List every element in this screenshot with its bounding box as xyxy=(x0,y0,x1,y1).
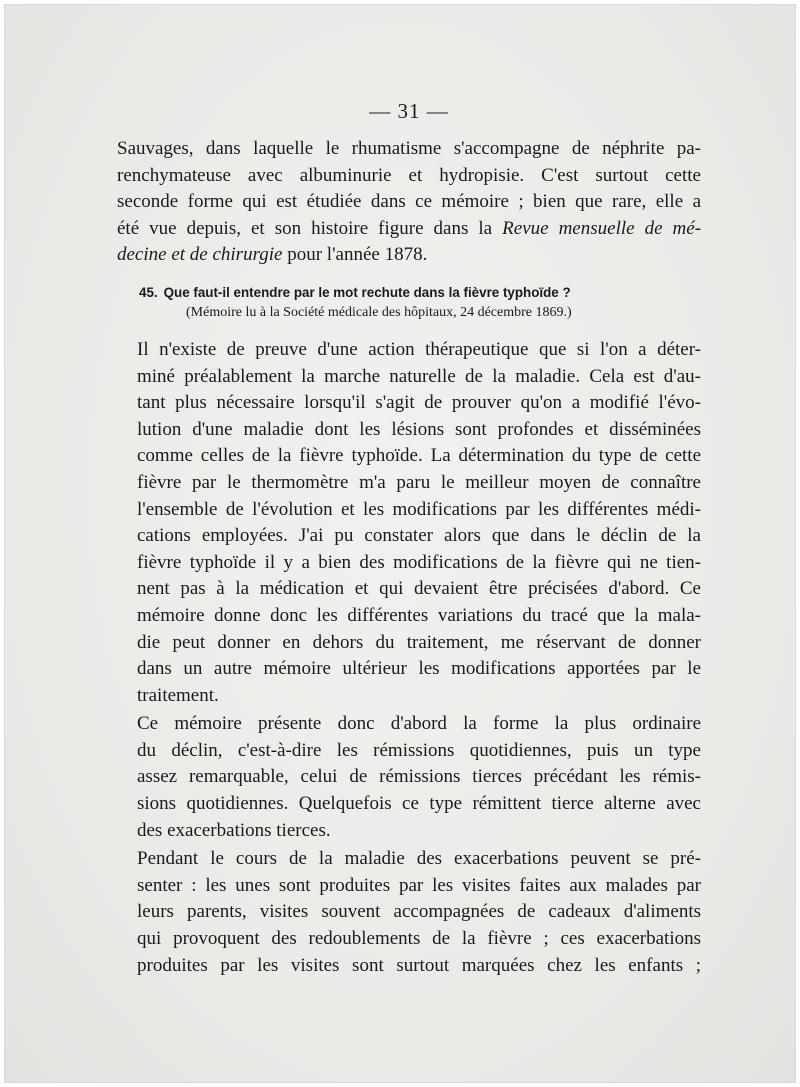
intro-paragraph xyxy=(117,136,701,269)
text-line: miné préalablement la marche naturelle de la maladie. Cela est d'au- xyxy=(137,365,701,387)
text-line: cations employées. J'ai pu constater alors que dans le déclin de la xyxy=(137,525,701,547)
page-number: — 31 — xyxy=(369,99,449,123)
text-line xyxy=(117,216,701,243)
text-line: du déclin, c'est-à-dire les rémissions quotidiennes, puis un type xyxy=(137,739,701,761)
text-line: nent pas à la médication et qui devaient être précisées d'abord. Ce xyxy=(137,578,701,600)
text-line: leurs parents, visites souvent accompagnées de cadeaux d'aliments xyxy=(137,901,701,923)
section-subtitle: (Mémoire lu à la Société médicale des hôpitaux, 24 décembre 1869.) xyxy=(186,304,572,320)
text-line: Ce mémoire présente donc d'abord la forme la plus ordinaire xyxy=(137,713,701,735)
body-paragraph-3 xyxy=(117,846,701,979)
text-line: fièvre par le thermomètre m'a paru le meilleur moyen de connaître xyxy=(137,471,701,493)
text-line: des exacerbations tierces. xyxy=(137,819,331,841)
text-line: produites par les visites sont surtout marquées chez les enfants ; xyxy=(137,954,701,976)
text-fragment: été vue depuis, et son histoire figure dans la xyxy=(117,217,493,239)
journal-title-part2: decine et de chirurgie xyxy=(117,244,283,266)
journal-title-part1: Revue mensuelle de mé- xyxy=(502,217,702,239)
body-paragraph-2 xyxy=(117,711,701,844)
text-line: seconde forme qui est étudiée dans ce mémoire ; bien que rare, elle a xyxy=(117,191,701,213)
text-line: comme celles de la fièvre typhoïde. La détermination du type de cette xyxy=(137,445,701,467)
section-number: 45. xyxy=(139,284,158,300)
text-line: die peut donner en dehors du traitement, me réservant de donner xyxy=(137,631,701,653)
text-line: Il n'existe de preuve d'une action thérapeutique que si l'on a déter- xyxy=(137,338,701,360)
text-line: qui provoquent des redoublements de la fièvre ; ces exacerbations xyxy=(137,928,701,950)
text-line: Sauvages, dans laquelle le rhumatisme s'accompagne de néphrite pa- xyxy=(117,138,701,159)
section-title: Que faut-il entendre par le mot rechute dans la fièvre typhoïde ? xyxy=(163,284,571,300)
text-fragment: pour l'année 1878. xyxy=(282,244,428,266)
section-heading xyxy=(117,283,701,303)
text-line: fièvre typhoïde il y a bien des modifications de la fièvre qui ne tien- xyxy=(137,551,701,573)
body-paragraph-1 xyxy=(117,337,701,709)
text-line: l'ensemble de l'évolution et les modifications par les différentes médi- xyxy=(137,498,701,520)
text-line: assez remarquable, celui de rémissions tierces précédant les rémis- xyxy=(137,766,701,788)
text-line: traitement. xyxy=(137,684,219,706)
text-line: dans un autre mémoire ultérieur les modifications apportées par le xyxy=(137,658,701,680)
text-line: Pendant le cours de la maladie des exacerbations peuvent se pré- xyxy=(137,848,701,870)
text-line: tant plus nécessaire lorsqu'il s'agit de prouver qu'on a modifié l'évo- xyxy=(137,392,701,414)
text-line: lution d'une maladie dont les lésions sont profondes et disséminées xyxy=(137,418,701,440)
text-line: mémoire donne donc les différentes variations du tracé que la mala- xyxy=(137,604,701,626)
text-line: senter : les unes sont produites par les visites faites aux malades par xyxy=(137,874,701,896)
document-page xyxy=(4,4,796,1083)
text-line: renchymateuse avec albuminurie et hydropisie. C'est surtout cette xyxy=(117,164,701,186)
text-line: sions quotidiennes. Quelquefois ce type rémittent tierce alterne avec xyxy=(137,793,701,815)
text-line xyxy=(117,242,701,269)
text-block xyxy=(117,98,701,979)
